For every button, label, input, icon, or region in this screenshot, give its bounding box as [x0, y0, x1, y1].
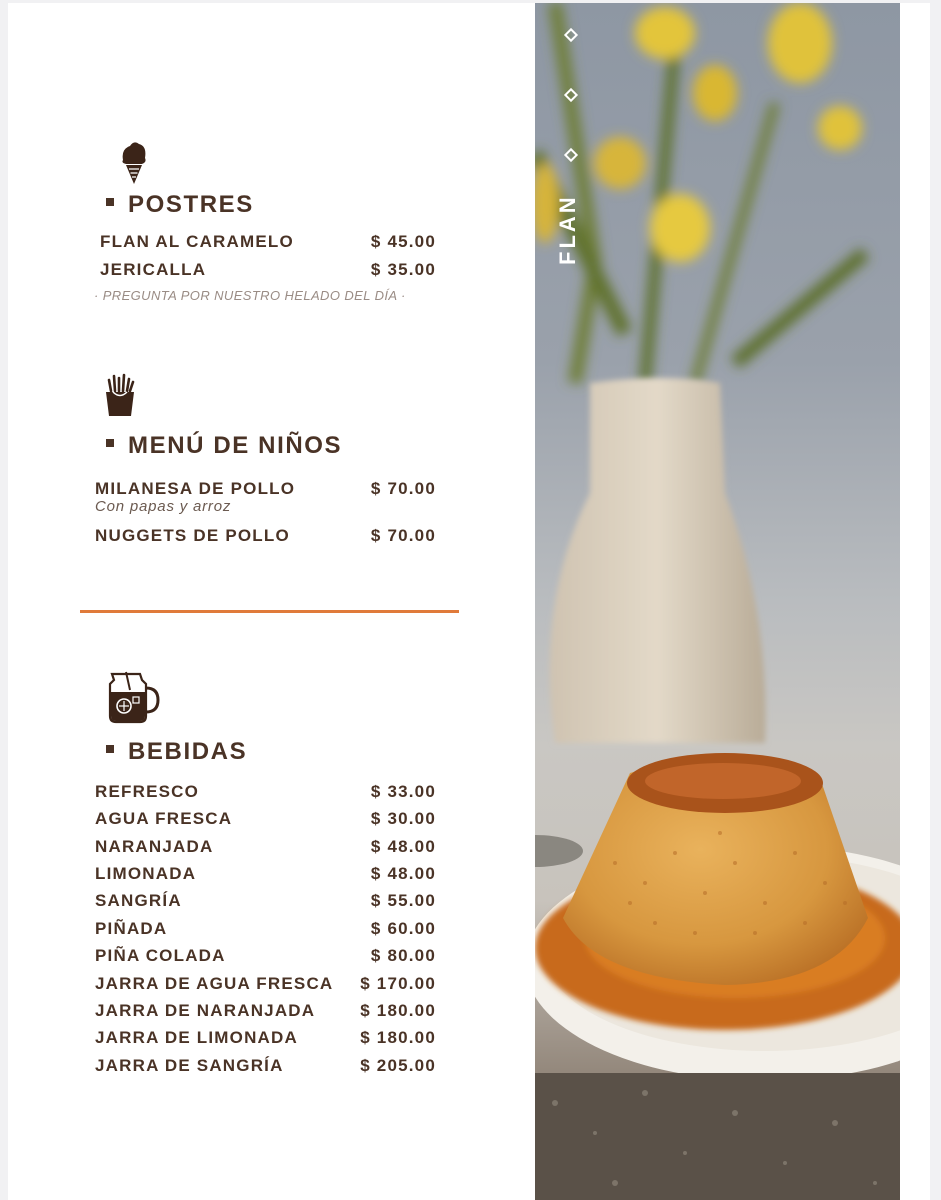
menu-item [95, 782, 436, 802]
item-name: FLAN AL CARAMELO [100, 232, 294, 251]
item-name: JARRA DE NARANJADA [95, 1001, 316, 1020]
item-description: Con papas y arroz [95, 498, 232, 515]
menu-item [95, 526, 436, 546]
bullet-square [106, 745, 114, 753]
menu-page [8, 3, 930, 1200]
section-title-text: MENÚ DE NIÑOS [128, 432, 343, 459]
item-name: REFRESCO [95, 782, 200, 801]
item-name: JERICALLA [100, 260, 207, 279]
item-price: $ 35.00 [370, 260, 436, 279]
item-price: $ 180.00 [360, 1028, 436, 1047]
flan-with-caramel-photo [535, 3, 900, 1200]
menu-item [95, 946, 436, 966]
menu-item [95, 864, 436, 884]
section-title-postres [106, 191, 254, 219]
item-name: SANGRÍA [95, 891, 182, 910]
item-price: $ 205.00 [360, 1056, 436, 1075]
item-price: $ 60.00 [370, 919, 436, 938]
menu-item [95, 1056, 436, 1076]
ice-cream-icon [120, 140, 148, 191]
helado-note: · PREGUNTA POR NUESTRO HELADO DEL DÍA · [94, 288, 406, 303]
item-price: $ 30.00 [370, 809, 436, 828]
item-name: PIÑADA [95, 919, 168, 938]
menu-item [95, 1001, 436, 1021]
menu-item [95, 919, 436, 939]
bullet-square [106, 439, 114, 447]
section-title-text: BEBIDAS [128, 738, 248, 765]
photo-label: FLAN [555, 194, 580, 265]
menu-item [95, 837, 436, 857]
item-price: $ 80.00 [370, 946, 436, 965]
menu-item [95, 479, 436, 499]
item-name: JARRA DE SANGRÍA [95, 1056, 284, 1075]
item-price: $ 70.00 [370, 526, 436, 545]
item-name: PIÑA COLADA [95, 946, 226, 965]
item-name: NARANJADA [95, 837, 214, 856]
item-name: LIMONADA [95, 864, 197, 883]
menu-item [100, 260, 436, 280]
pitcher-icon [106, 670, 162, 729]
item-name: JARRA DE LIMONADA [95, 1028, 298, 1047]
menu-item [100, 232, 436, 252]
item-price: $ 180.00 [360, 1001, 436, 1020]
item-name: NUGGETS DE POLLO [95, 526, 290, 545]
bullet-square [106, 198, 114, 206]
item-price: $ 48.00 [370, 837, 436, 856]
item-name: JARRA DE AGUA FRESCA [95, 974, 334, 993]
item-price: $ 170.00 [360, 974, 436, 993]
section-title-ninos [106, 432, 342, 460]
section-divider [80, 610, 459, 613]
item-price: $ 70.00 [370, 479, 436, 498]
section-title-bebidas [106, 738, 247, 766]
item-price: $ 55.00 [370, 891, 436, 910]
menu-item [95, 1028, 436, 1048]
item-name: AGUA FRESCA [95, 809, 233, 828]
menu-item [95, 974, 436, 994]
menu-column [8, 3, 535, 1200]
section-title-text: POSTRES [128, 191, 254, 218]
french-fries-icon [104, 373, 136, 422]
menu-item [95, 891, 436, 911]
item-price: $ 33.00 [370, 782, 436, 801]
item-price: $ 48.00 [370, 864, 436, 883]
item-price: $ 45.00 [370, 232, 436, 251]
menu-item [95, 809, 436, 829]
item-name: MILANESA DE POLLO [95, 479, 296, 498]
